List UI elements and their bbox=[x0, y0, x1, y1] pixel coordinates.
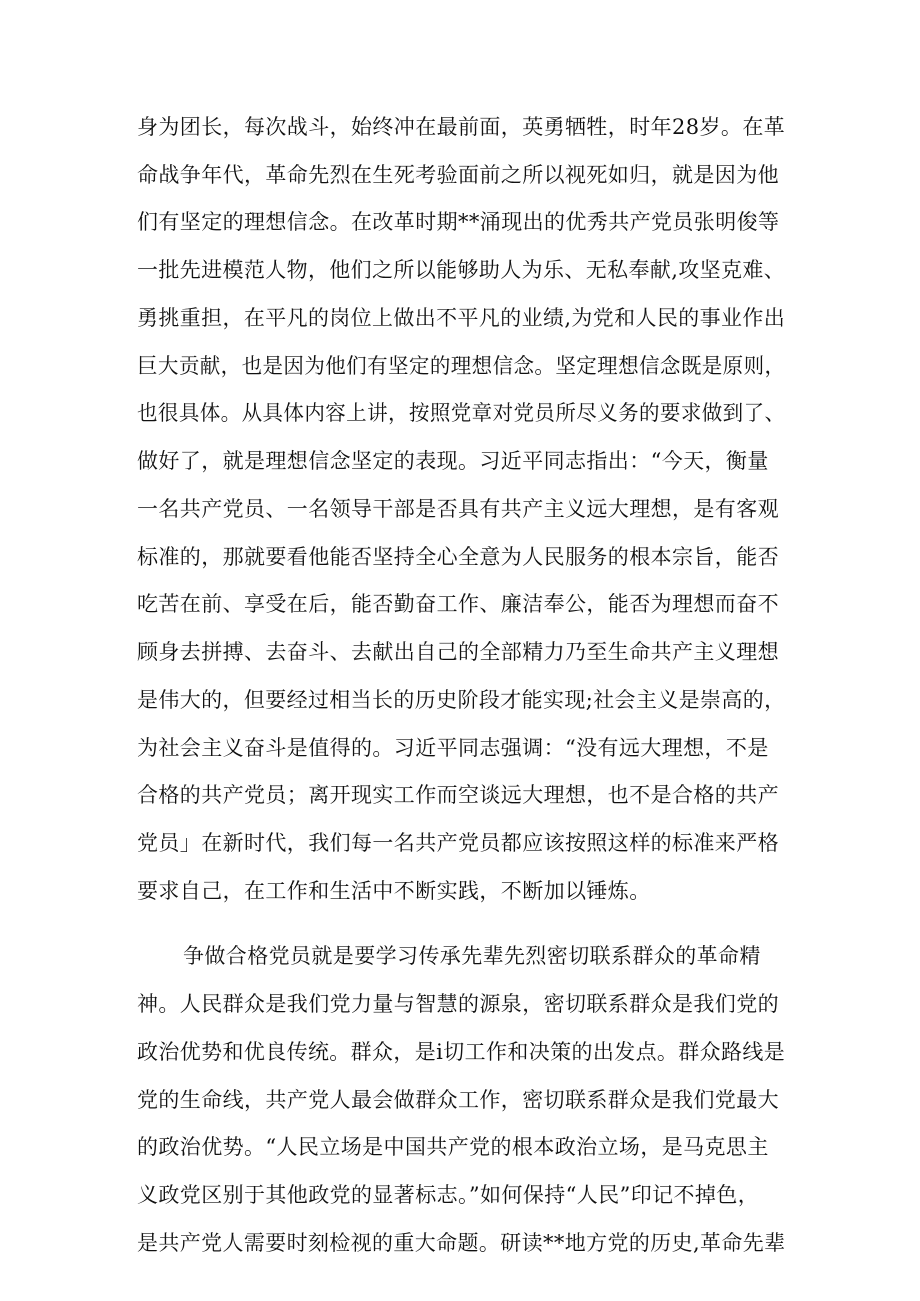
text-line: 合格的共产党员；离开现实工作而空谈远大理想，也不是合格的共产 bbox=[137, 783, 779, 807]
text-line: 巨大贡献，也是因为他们有坚定的理想信念。坚定理想信念既是原则， bbox=[137, 354, 786, 378]
text-line: 是伟大的，但要经过相当长的历史阶段才能实现;社会主义是崇高的， bbox=[137, 688, 786, 712]
text-line: 标准的，那就要看他能否坚持全心全意为人民服务的根本宗旨，能否 bbox=[137, 545, 779, 569]
text-line: 一批先进模范人物，他们之所以能够助人为乐、无私奉献,攻坚克难、 bbox=[137, 258, 786, 282]
text-line: 党员」在新时代，我们每一名共产党员都应该按照这样的标准来严格 bbox=[137, 831, 779, 855]
text-line: 们有坚定的理想信念。在改革时期**涌现出的优秀共产党员张明俊等 bbox=[137, 210, 780, 234]
text-line: 顾身去拼搏、去奋斗、去献出自己的全部精力乃至生命共产主义理想 bbox=[137, 640, 779, 664]
text-line: 神。人民群众是我们党力量与智慧的源泉，密切联系群众是我们党的 bbox=[137, 992, 779, 1016]
text-line: 吃苦在前、享受在后，能否勤奋工作、廉洁奉公，能否为理想而奋不 bbox=[137, 592, 779, 616]
text-line: 要求自己，在工作和生活中不断实践，不断加以锤炼。 bbox=[137, 879, 651, 903]
text-line: 的政治优势。“人民立场是中国共产党的根本政治立场，是马克思主 bbox=[137, 1135, 769, 1159]
text-line: 是共产党人需要时刻检视的重大命题。研读**地方党的历史,革命先辈 bbox=[137, 1231, 786, 1255]
text-line: 义政党区别于其他政党的显著标志。”如何保持“人民”印记不掉色， bbox=[137, 1183, 760, 1207]
text-line: 勇挑重担，在平凡的岗位上做出不平凡的业绩,为党和人民的事业作出 bbox=[137, 306, 786, 330]
text-line: 身为团长，每次战斗，始终冲在最前面，英勇牺牲，时年28岁。在革 bbox=[137, 115, 786, 139]
text-line: 一名共产党员、一名领导干部是否具有共产主义远大理想，是有客观 bbox=[137, 497, 779, 521]
text-line: 党的生命线，共产党人最会做群众工作，密切联系群众是我们党最大 bbox=[137, 1088, 779, 1112]
text-line: 为社会主义奋斗是值得的。习近平同志强调：“没有远大理想，不是 bbox=[137, 736, 769, 760]
text-line: 也很具体。从具体内容上讲，按照党章对党员所尽义务的要求做到了、 bbox=[137, 401, 786, 425]
text-line: 争做合格党员就是要学习传承先辈先烈密切联系群众的革命精 bbox=[183, 944, 761, 968]
text-line: 做好了，就是理想信念坚定的表现。习近平同志指出：“今天，衡量 bbox=[137, 449, 769, 473]
text-line: 命战争年代，革命先烈在生死考验面前之所以视死如归，就是因为他 bbox=[137, 163, 779, 187]
text-line: 政治优势和优良传统。群众，是i切工作和决策的出发点。群众路线是 bbox=[137, 1040, 786, 1064]
